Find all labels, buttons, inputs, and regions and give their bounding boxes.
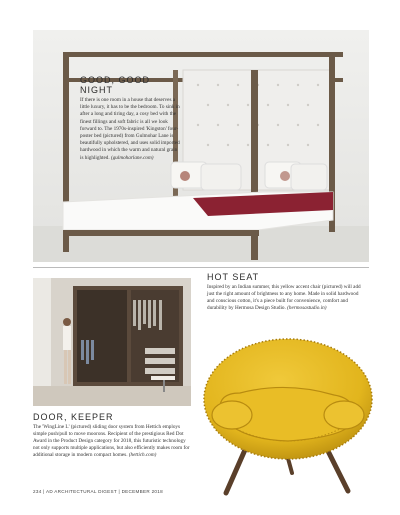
door-keeper-title: DOOR, KEEPER <box>33 412 114 422</box>
bed-feature-body-text: If there is one room in a house that deserves a little luxury, it has to be the bedroom. To sink in after a long and tiring day, a cosy bed with the finest fillings and soft fabric is all we look forward to. The 1970s-inspired 'Kingston' four-poster bed (pictured) from Gulmohar Lane is beautifully upholstered, and uses solid imported hardwood in which the warm and natural grain is highlighted. <box>80 97 180 161</box>
bed-feature-credit: (gulmoharlane.com) <box>110 154 154 161</box>
bed-feature-text <box>80 75 180 162</box>
bed-feature-body <box>80 97 180 162</box>
yellow-accent-chair-photo <box>196 333 376 498</box>
hot-seat-text <box>207 272 367 312</box>
section-divider <box>33 267 369 268</box>
door-keeper-text <box>33 412 193 459</box>
door-keeper-body-text: The 'WingLine L' (pictured) sliding door system from Hettich employs simple push/pull to move moorons. Recipient of the prestigious Red Dot Award in the Product Design category for 2018, this futuristic technology not only supports multiple applications, but also efficiently makes room for additional storage in modern compact homes. <box>33 424 190 459</box>
hot-seat-title: HOT SEAT <box>207 272 260 282</box>
bed-feature-title: GOOD, GOOD NIGHT <box>80 75 151 95</box>
sliding-wardrobe-photo <box>33 278 191 406</box>
hot-seat-body <box>207 284 367 312</box>
door-keeper-body <box>33 424 193 459</box>
page-footer: 234 | AD ARCHITECTURAL DIGEST | DECEMBER 2018 <box>33 489 163 494</box>
door-keeper-credit: (hettich.com) <box>128 452 157 459</box>
hot-seat-credit: (hermosastudio.in) <box>287 305 327 312</box>
hot-seat-body-text: Inspired by an Indian summer, this yellow accent chair (pictured) will add just the right amount of brightness to any home. Made in solid hardwood and conscious cotton, it's a piece built for convenience, comfort and durability by Hermosa Design Studio. <box>207 284 361 312</box>
